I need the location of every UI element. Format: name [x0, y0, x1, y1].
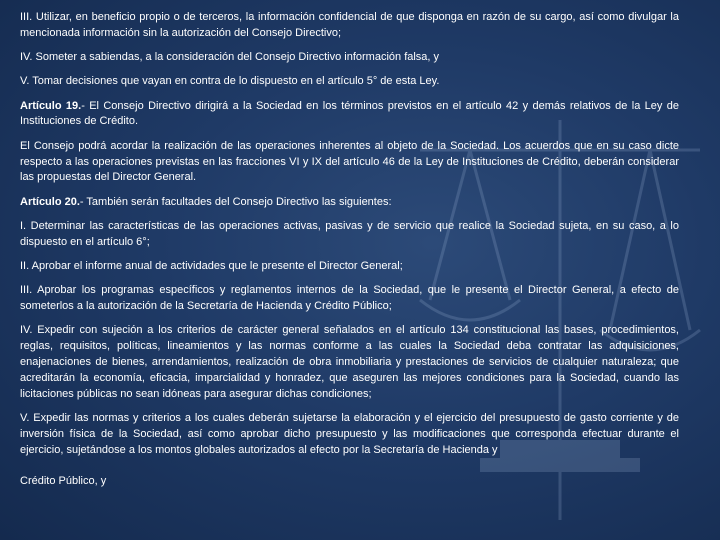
- article-title: Artículo 20.: [20, 195, 80, 208]
- paragraph: [20, 323, 679, 402]
- paragraph: [20, 283, 679, 315]
- paragraph-text: - También serán facultades del Consejo Directivo las siguientes:: [79, 195, 392, 208]
- paragraph-text: - El Consejo Directivo dirigirá a la Sociedad en los términos previstos en el artículo 42 y demás relativos de la Ley de Instituciones de Crédito.: [20, 99, 679, 128]
- paragraph: [20, 10, 679, 42]
- paragraph-text: III. Utilizar, en beneficio propio o de terceros, la información confidencial de que disponga en razón de su cargo, así como divulgar la mencionada información sin la autorización del Consejo Directivo;: [20, 11, 679, 39]
- paragraph-text: IV. Expedir con sujeción a los criterios de carácter general señalados en el artículo 134 constitucional las bases, procedimientos, reglas, requisitos, políticas, lineamientos y las normas conforme a las cuales la Sociedad deba contratar las adquisiciones, enajenaciones de bienes, arrendamientos, realización de obra inmobiliaria y prestaciones de servicios de cualquier naturaleza; que acreditarán la economía, eficacia, imparcialidad y honradez, que aseguren las mejores condiciones para la Sociedad, cuando las licitaciones públicas no sean idóneas para asegurar dichas condiciones;: [20, 324, 679, 400]
- paragraph: [20, 99, 679, 131]
- paragraph-text: IV. Someter a sabiendas, a la consideración del Consejo Directivo información falsa, y: [20, 51, 440, 64]
- paragraph: [20, 139, 679, 186]
- paragraph-text: III. Aprobar los programas específicos y reglamentos internos de la Sociedad, que le presente el Director General, a efecto de someterlos a la autorización de la Secretaría de Hacienda y Crédito Público;: [20, 284, 679, 313]
- paragraph: [20, 50, 679, 66]
- paragraph-text: Crédito Público, y: [20, 475, 107, 488]
- paragraph-text: El Consejo podrá acordar la realización de las operaciones inherentes al objeto de la Sociedad. Los acuerdos que en su caso dicte respecto a las operaciones previstas en las fracciones VI y IX del artículo 46 de la Ley de Instituciones de Crédito, deberán considerar las propuestas del Director General.: [20, 139, 679, 184]
- paragraph: [20, 195, 679, 211]
- paragraph-text: I. Determinar las características de las operaciones activas, pasivas y de servicio que realice la Sociedad sujeta, en su caso, a lo dispuesto en el artículo 6°;: [20, 219, 679, 248]
- paragraph-text: II. Aprobar el informe anual de actividades que le presente el Director General;: [20, 260, 403, 273]
- document-body: [20, 10, 679, 499]
- paragraph: [20, 219, 679, 251]
- paragraph: [20, 411, 679, 458]
- paragraph-text: V. Tomar decisiones que vayan en contra de lo dispuesto en el artículo 5° de esta Ley.: [20, 75, 440, 88]
- paragraph-text: V. Expedir las normas y criterios a los cuales deberán sujetarse la elaboración y el ejercicio del presupuesto de gasto corriente y de inversión física de la Sociedad, así como aprobar dicho presupuesto y las modificaciones que corresponda efectuar durante el ejercicio, sujetándose a los montos globales autorizados al efecto por la Secretaría de Hacienda y: [20, 411, 679, 456]
- paragraph: [20, 474, 679, 490]
- paragraph: [20, 74, 679, 90]
- paragraph: [20, 259, 679, 275]
- article-title: Artículo 19.: [20, 99, 82, 112]
